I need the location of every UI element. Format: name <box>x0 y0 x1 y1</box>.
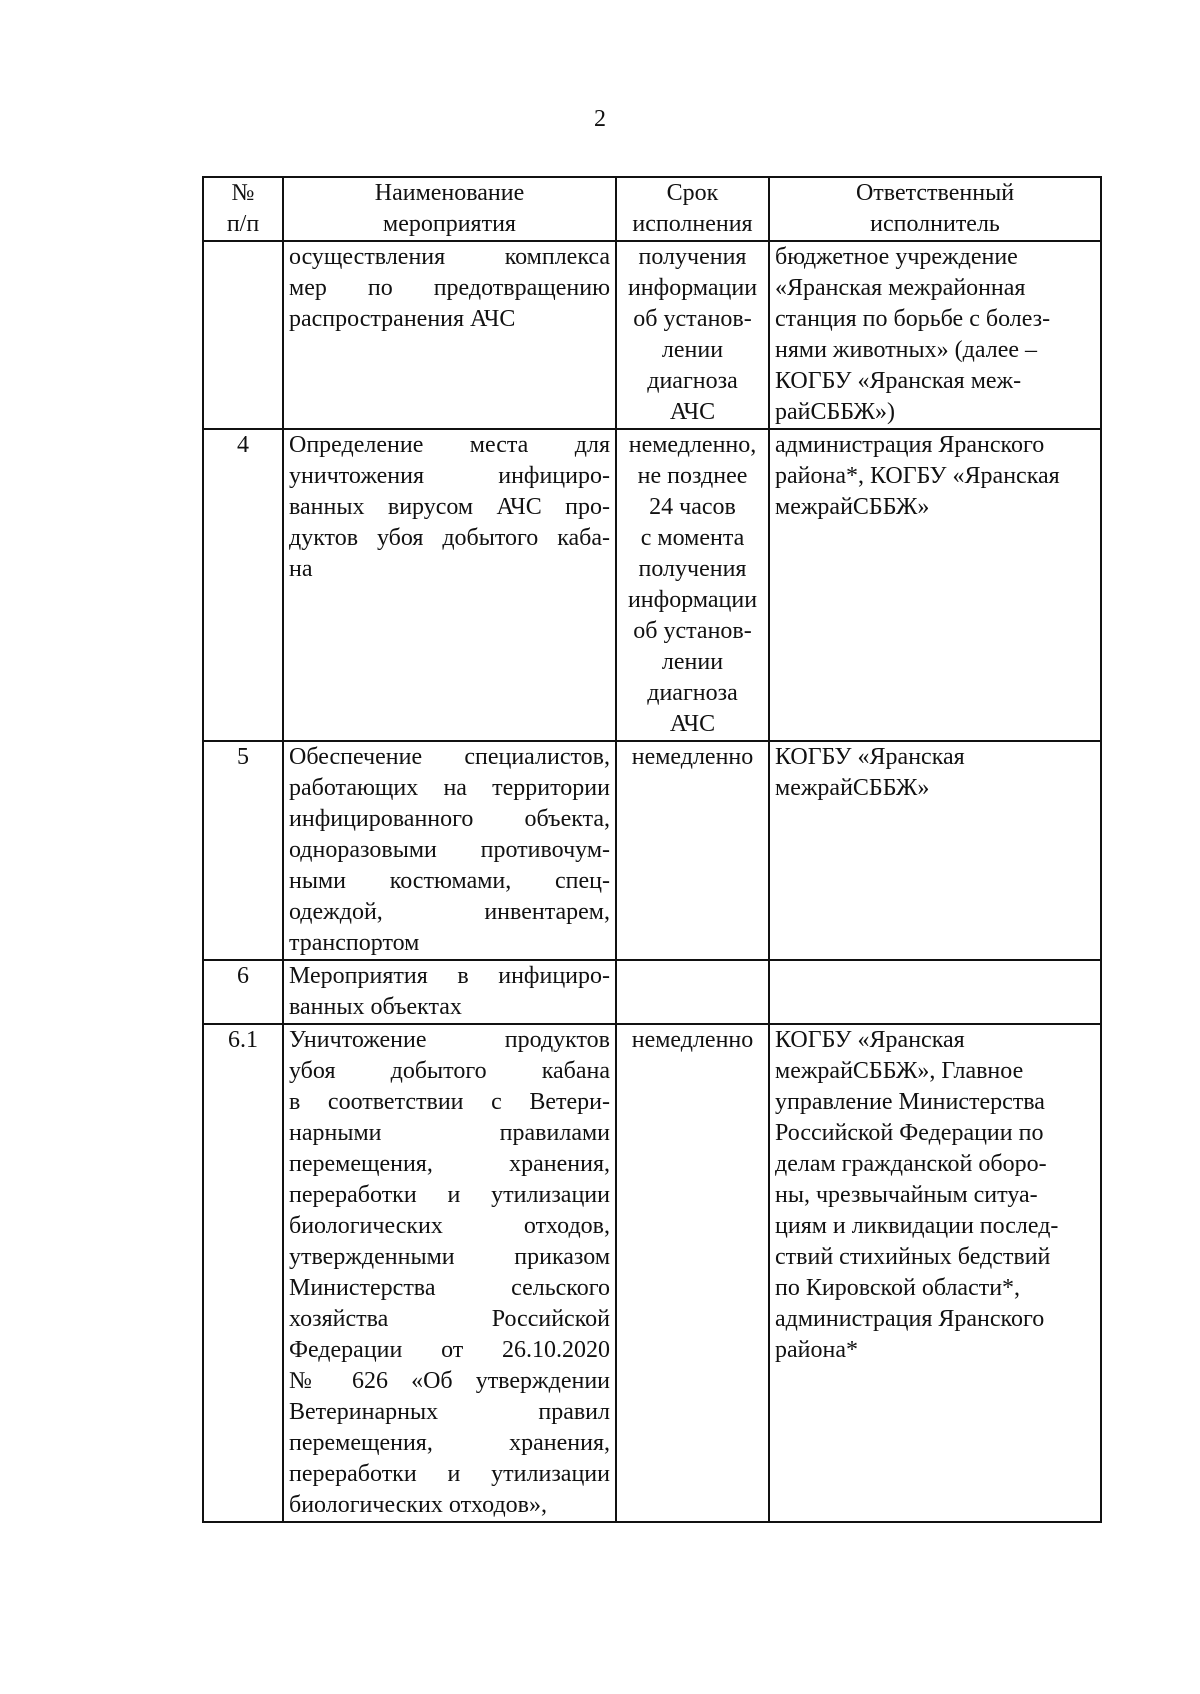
term-line: АЧС <box>669 399 716 425</box>
measure-name-cell <box>283 741 616 960</box>
name-line: перемещения, хранения, <box>289 1430 610 1456</box>
row-number <box>203 241 283 429</box>
term-line: об установ- <box>633 306 752 332</box>
resp-line: администрация Яранского <box>775 1306 1045 1332</box>
resp-line: КОГБУ «Яранская <box>775 744 965 770</box>
header-responsible: Ответственный исполнитель <box>769 177 1101 241</box>
name-line: одеждой, инвентарем, <box>289 899 610 925</box>
name-line: Уничтожение продуктов <box>289 1027 610 1053</box>
measure-name-cell <box>283 429 616 741</box>
name-line: одноразовыми противочум- <box>289 837 610 863</box>
resp-line: КОГБУ «Яранская <box>775 1027 965 1053</box>
term-line: лении <box>661 649 724 675</box>
name-line: хозяйства Российской <box>289 1306 610 1332</box>
term-line: получения <box>638 244 747 270</box>
resp-line: администрация Яранского <box>775 432 1045 458</box>
resp-line: ны, чрезвычайным ситуа- <box>775 1182 1038 1208</box>
row-number: 6.1 <box>203 1024 283 1522</box>
resp-line: управление Министерства <box>775 1089 1045 1115</box>
term-line: 24 часов <box>649 494 736 520</box>
term-line: немедленно <box>631 744 754 770</box>
name-line: осуществления комплекса <box>289 244 610 270</box>
term-line: лении <box>661 337 724 363</box>
resp-line: бюджетное учреждение <box>775 244 1018 270</box>
resp-line: КОГБУ «Яранская меж- <box>775 368 1022 394</box>
header-term: Срок исполнения <box>616 177 769 241</box>
name-line: дуктов убоя добытого каба- <box>289 525 610 551</box>
term-line: информации <box>627 587 758 613</box>
resp-line: станция по борьбе с болез- <box>775 306 1051 332</box>
table-row <box>203 960 1101 1024</box>
measures-table <box>202 176 1102 1523</box>
page-number: 2 <box>594 106 606 132</box>
term-line: немедленно <box>631 1027 754 1053</box>
name-line: переработки и утилизации <box>289 1461 610 1487</box>
name-line: распространения АЧС <box>289 306 516 332</box>
name-line: транспортом <box>289 930 420 956</box>
name-line: уничтожения инфициро- <box>289 463 610 489</box>
term-cell <box>616 741 769 960</box>
resp-line: циям и ликвидации послед- <box>775 1213 1059 1239</box>
resp-line: нями животных» (далее – <box>775 337 1037 363</box>
name-line: убоя добытого кабана <box>289 1058 610 1084</box>
responsible-cell <box>769 1024 1101 1522</box>
name-line: Обеспечение специалистов, <box>289 744 610 770</box>
term-line: АЧС <box>669 711 716 737</box>
term-line: с момента <box>640 525 745 551</box>
name-line: перемещения, хранения, <box>289 1151 610 1177</box>
name-line: Определение места для <box>289 432 610 458</box>
name-line: биологических отходов», <box>289 1492 547 1518</box>
row-number: 6 <box>203 960 283 1024</box>
name-line: Министерства сельского <box>289 1275 610 1301</box>
resp-line: Российской Федерации по <box>775 1120 1044 1146</box>
resp-line: межрайСББЖ» <box>775 494 930 520</box>
responsible-cell <box>769 741 1101 960</box>
table-body <box>203 241 1101 1522</box>
resp-line: райСББЖ») <box>775 399 895 425</box>
term-line: не позднее <box>637 463 748 489</box>
measure-name-cell <box>283 241 616 429</box>
name-line: Ветеринарных правил <box>289 1399 610 1425</box>
name-line: утвержденными приказом <box>289 1244 610 1270</box>
name-line: Федерации от 26.10.2020 <box>289 1337 610 1363</box>
resp-line: «Яранская межрайонная <box>775 275 1026 301</box>
term-line: получения <box>638 556 747 582</box>
name-line: инфицированного объекта, <box>289 806 610 832</box>
header-number: № п/п <box>203 177 283 241</box>
measure-name-cell <box>283 960 616 1024</box>
resp-line: района*, КОГБУ «Яранская <box>775 463 1060 489</box>
table-row <box>203 429 1101 741</box>
name-line: переработки и утилизации <box>289 1182 610 1208</box>
row-number: 5 <box>203 741 283 960</box>
name-line: работающих на территории <box>289 775 610 801</box>
name-line: мер по предотвращению <box>289 275 610 301</box>
name-line: на <box>289 556 313 582</box>
responsible-cell <box>769 429 1101 741</box>
table-row <box>203 1024 1101 1522</box>
measure-name-cell <box>283 1024 616 1522</box>
resp-line: межрайСББЖ», Главное <box>775 1058 1024 1084</box>
term-cell <box>616 241 769 429</box>
name-line: № 626 «Об утверждении <box>289 1368 610 1394</box>
responsible-cell <box>769 241 1101 429</box>
name-line: Мероприятия в инфициро- <box>289 963 610 989</box>
name-line: нарными правилами <box>289 1120 610 1146</box>
term-cell <box>616 429 769 741</box>
table-row <box>203 241 1101 429</box>
term-cell <box>616 1024 769 1522</box>
resp-line: по Кировской области*, <box>775 1275 1021 1301</box>
table-row <box>203 741 1101 960</box>
term-line: диагноза <box>647 368 738 394</box>
resp-line: делам гражданской оборо- <box>775 1151 1047 1177</box>
term-line: информации <box>627 275 758 301</box>
term-line: диагноза <box>647 680 738 706</box>
term-line: об установ- <box>633 618 752 644</box>
resp-line: ствий стихийных бедствий <box>775 1244 1051 1270</box>
resp-line: района* <box>775 1337 858 1363</box>
header-measure-name: Наименование мероприятия <box>283 177 616 241</box>
name-line: биологических отходов, <box>289 1213 610 1239</box>
term-line: немедленно, <box>628 432 757 458</box>
term-cell <box>616 960 769 1024</box>
table-header-row <box>203 177 1101 241</box>
name-line: ванных объектах <box>289 994 462 1020</box>
name-line: ными костюмами, спец- <box>289 868 610 894</box>
row-number: 4 <box>203 429 283 741</box>
responsible-cell <box>769 960 1101 1024</box>
resp-line: межрайСББЖ» <box>775 775 930 801</box>
name-line: ванных вирусом АЧС про- <box>289 494 610 520</box>
name-line: в соответствии с Ветери- <box>289 1089 610 1115</box>
